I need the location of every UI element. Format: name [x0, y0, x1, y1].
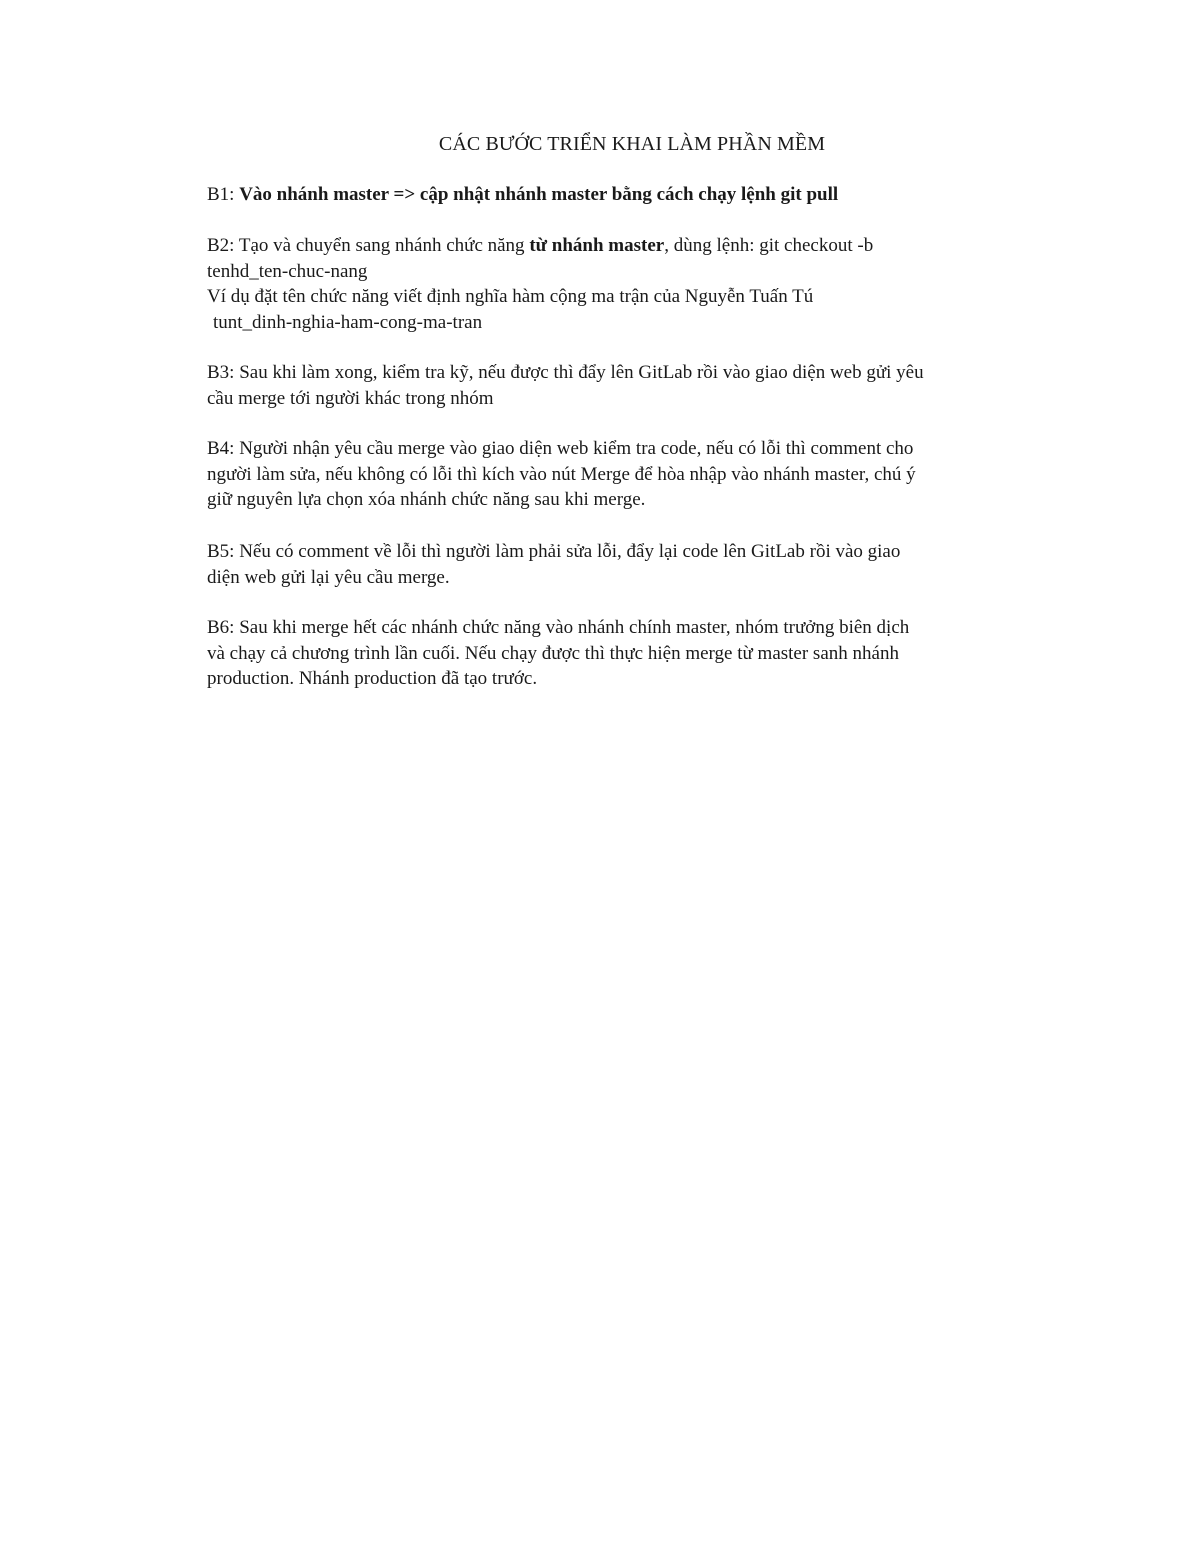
step-b6-line-2: và chạy cả chương trình lần cuối. Nếu chạy được thì thực hiện merge từ master sanh nhánh [207, 642, 899, 664]
step-b3 [207, 360, 1057, 411]
step-b3-line-2: cầu merge tới người khác trong nhóm [207, 387, 494, 409]
step-b1-bold-text: Vào nhánh master => cập nhật nhánh master bằng cách chạy lệnh git pull [239, 184, 839, 205]
step-b5 [207, 539, 1057, 590]
step-b6-line-3: production. Nhánh production đã tạo trước. [207, 668, 538, 689]
step-b4-line-2: người làm sửa, nếu không có lỗi thì kích vào nút Merge để hòa nhập vào nhánh master, chú ý [207, 463, 916, 485]
document-title: CÁC BƯỚC TRIỂN KHAI LÀM PHẦN MỀM [438, 133, 826, 155]
step-b5-line-2: diện web gửi lại yêu cầu merge. [207, 566, 450, 588]
step-b4-line-3: giữ nguyên lựa chọn xóa nhánh chức năng sau khi merge. [207, 489, 646, 510]
step-b4-line-1: B4: Người nhận yêu cầu merge vào giao diện web kiểm tra code, nếu có lỗi thì comment cho [207, 438, 914, 459]
step-b3-line-1: B3: Sau khi làm xong, kiểm tra kỹ, nếu được thì đẩy lên GitLab rồi vào giao diện web gửi yêu [207, 362, 924, 383]
step-b2-text-a: B2: Tạo và chuyển sang nhánh chức năng [207, 235, 530, 256]
step-b2-bold-text: từ nhánh master [529, 235, 665, 256]
step-b6 [207, 615, 1057, 692]
step-b5-line-1: B5: Nếu có comment về lỗi thì người làm phải sửa lỗi, đẩy lại code lên GitLab rồi vào giao [207, 541, 901, 562]
step-b1-line-1 [207, 182, 1057, 208]
step-b4 [207, 436, 1057, 513]
step-b2 [207, 233, 1057, 335]
step-b2-line-4: tunt_dinh-nghia-ham-cong-ma-tran [213, 311, 483, 333]
document-page [207, 0, 1057, 1553]
step-b6-line-1: B6: Sau khi merge hết các nhánh chức năng vào nhánh chính master, nhóm trưởng biên dịch [207, 617, 910, 638]
step-b2-text-b: , dùng lệnh: git checkout -b [664, 235, 874, 256]
step-b2-line-1 [207, 233, 1057, 259]
step-b1 [207, 182, 1057, 208]
step-b2-line-2: tenhd_ten-chuc-nang [207, 260, 368, 282]
step-b1-prefix: B1: [207, 184, 240, 205]
step-b2-line-3: Ví dụ đặt tên chức năng viết định nghĩa hàm cộng ma trận của Nguyễn Tuấn Tú [207, 286, 814, 307]
